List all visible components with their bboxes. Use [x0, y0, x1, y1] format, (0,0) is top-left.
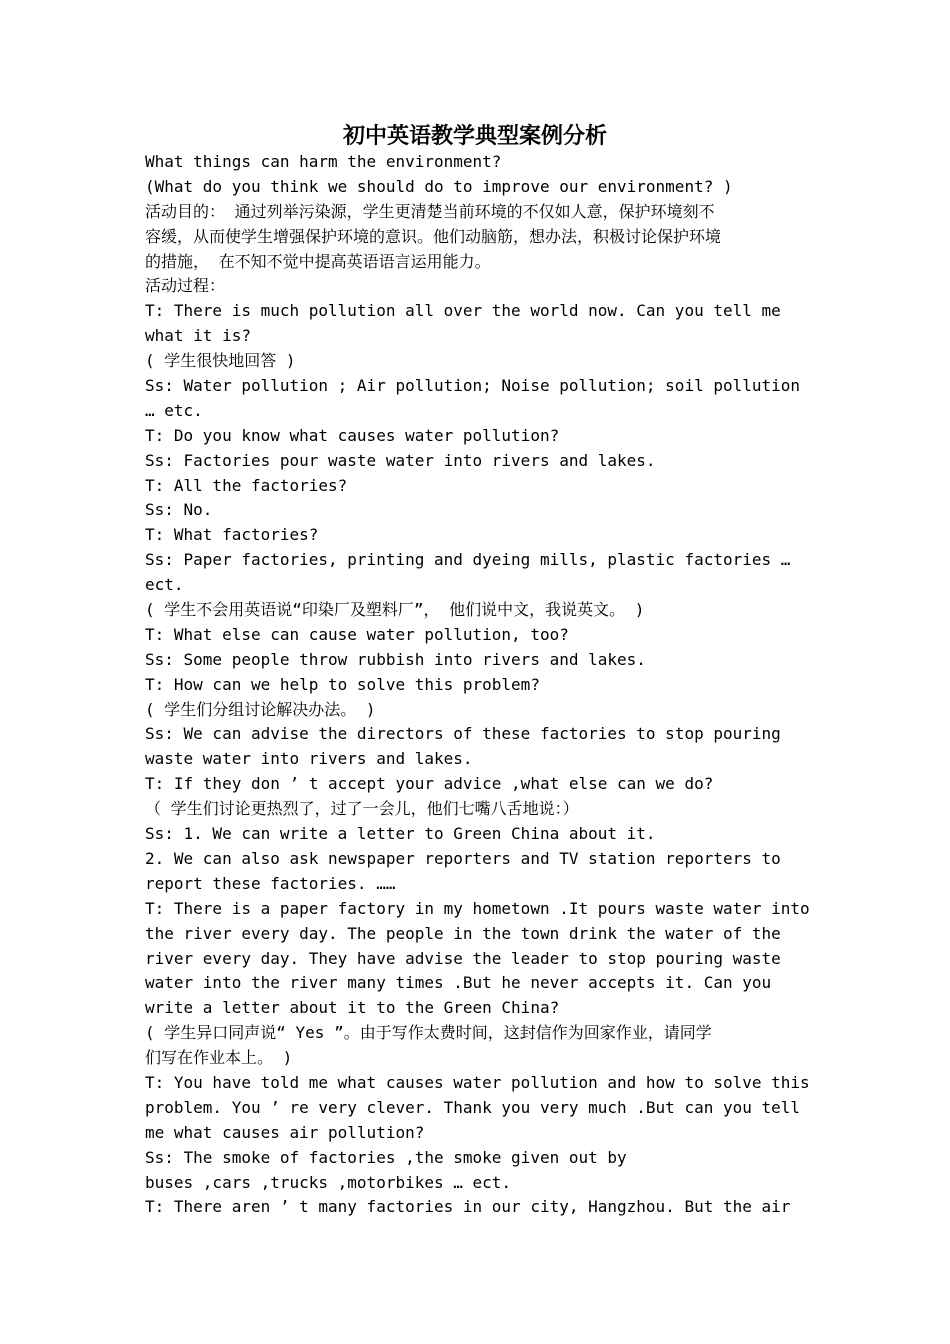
text-line: river every day. They have advise the leader to stop pouring waste	[145, 948, 781, 968]
text-line: T: Do you know what causes water pollution?	[145, 425, 560, 445]
text-line: Ss: Water pollution ; Air pollution; Noise pollution; soil pollution	[145, 376, 801, 396]
text-line: （ 学生们讨论更热烈了，过了一会儿，他们七嘴八舌地说：）	[145, 799, 579, 819]
text-line: the river every day. The people in the town drink the water of the	[145, 923, 781, 943]
text-line: Ss: Some people throw rubbish into rivers and lakes.	[145, 649, 646, 669]
text-line: what it is?	[145, 326, 251, 346]
text-line: 2. We can also ask newspaper reporters and TV station reporters to	[145, 848, 781, 868]
text-line: T: You have told me what causes water pollution and how to solve this	[145, 1072, 810, 1092]
text-line: water into the river many times .But he never accepts it. Can you	[145, 973, 772, 993]
text-line: Ss: The smoke of factories ,the smoke given out by	[145, 1147, 627, 1167]
text-line: T: What else can cause water pollution, too?	[145, 624, 569, 644]
text-line: 们写在作业本上。 )	[145, 1048, 293, 1068]
text-line: … etc.	[145, 400, 203, 420]
text-line: Ss: We can advise the directors of these factories to stop pouring	[145, 724, 781, 744]
text-line: 活动过程：	[145, 276, 226, 296]
text-line: report these factories. ……	[145, 873, 396, 893]
text-line: buses ,cars ,trucks ,motorbikes … ect.	[145, 1172, 512, 1192]
text-line: T: All the factories?	[145, 475, 348, 495]
text-line: write a letter about it to the Green China?	[145, 998, 560, 1018]
text-line: Ss: 1. We can write a letter to Green China about it.	[145, 824, 656, 844]
text-line: T: There is much pollution all over the world now. Can you tell me	[145, 301, 781, 321]
text-line: (What do you think we should do to improve our environment? )	[145, 176, 733, 196]
text-line: What things can harm the environment?	[145, 152, 502, 171]
text-line: Ss: Factories pour waste water into rivers and lakes.	[145, 450, 656, 470]
text-line: problem. You ’ re very clever. Thank you very much .But can you tell	[145, 1097, 801, 1117]
text-line: waste water into rivers and lakes.	[145, 749, 473, 769]
text-line: ect.	[145, 575, 184, 595]
text-line: ( 学生异口同声说“ Yes ”。由于写作太费时间，这封信作为回家作业，请同学	[145, 1023, 712, 1043]
text-line: T: What factories?	[145, 525, 319, 545]
text-line: 活动目的： 通过列举污染源，学生更清楚当前环境的不仅如人意，保护环境刻不	[145, 201, 715, 221]
text-line: ( 学生很快地回答 )	[145, 351, 296, 371]
text-line: Ss: Paper factories, printing and dyeing mills, plastic factories …	[145, 550, 791, 570]
text-line: Ss: No.	[145, 500, 213, 520]
text-line: T: There aren ’ t many factories in our city, Hangzhou. But the air	[145, 1197, 791, 1217]
document-title: 初中英语教学典型案例分析	[342, 123, 607, 149]
text-line: T: If they don ’ t accept your advice ,what else can we do?	[145, 774, 714, 794]
text-line: T: How can we help to solve this problem?	[145, 674, 540, 694]
text-line: 的措施， 在不知不觉中提高英语语言运用能力。	[145, 251, 491, 271]
text-line: ( 学生们分组讨论解决办法。 )	[145, 699, 376, 719]
text-line: me what causes air pollution?	[145, 1122, 425, 1142]
text-line: 容缓，从而使学生增强保护环境的意识。他们动脑筋，想办法，积极讨论保护环境	[145, 226, 722, 246]
document-body	[145, 150, 817, 1220]
text-line: ( 学生不会用英语说“印染厂及塑料厂”， 他们说中文，我说英文。 )	[145, 600, 645, 620]
text-line: T: There is a paper factory in my hometown .It pours waste water into	[145, 898, 810, 918]
